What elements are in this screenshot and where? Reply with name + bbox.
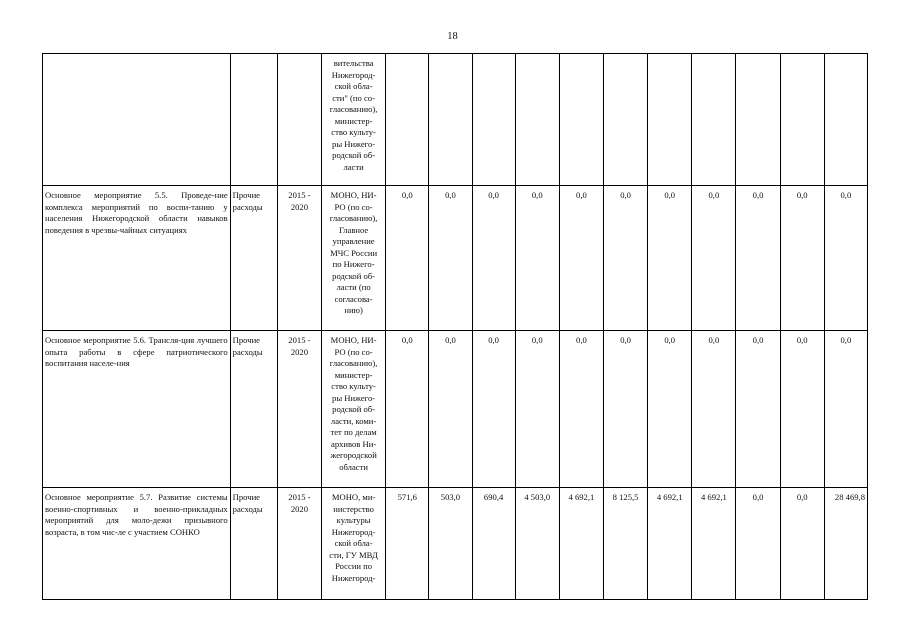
value-cell <box>515 54 559 186</box>
executor-line: культуры <box>336 515 371 525</box>
years-cell: 2015 - 2020 <box>277 488 321 600</box>
value-cell: 0,0 <box>736 186 780 331</box>
value-cell: 0,0 <box>780 331 824 488</box>
value-cell: 0,0 <box>736 331 780 488</box>
executor-line: МЧС России <box>330 247 378 258</box>
executor-line: ской обла- <box>334 81 373 91</box>
executor-line: сти" (по со- <box>332 92 375 103</box>
activity-name-cell <box>43 54 231 186</box>
executor-line: министер- <box>334 369 373 380</box>
executor-line: ры Нижего- <box>332 392 376 403</box>
value-cell: 8 125,5 <box>603 488 647 600</box>
executor-cell <box>321 331 385 488</box>
value-cell: 0,0 <box>648 331 692 488</box>
value-cell: 0,0 <box>780 488 824 600</box>
value-cell: 4 692,1 <box>559 488 603 600</box>
funding-source-cell: Прочие расходы <box>230 488 277 600</box>
executor-line: ры Нижего- <box>332 138 376 149</box>
value-cell: 0,0 <box>515 186 559 331</box>
value-cell: 0,0 <box>692 186 736 331</box>
executor-cell <box>321 186 385 331</box>
executor-line: гласованию), <box>329 213 378 223</box>
executor-line: ласти, коми- <box>330 415 377 426</box>
executor-line: управление <box>332 236 375 246</box>
executor-line: согласова- <box>334 293 373 304</box>
executor-line: архивов Ни- <box>331 438 377 449</box>
value-cell-total: 28 469,8 <box>824 488 867 600</box>
executor-line: родской об- <box>332 404 376 414</box>
executor-line: нию) <box>344 305 363 315</box>
years-cell <box>277 54 321 186</box>
value-cell: 0,0 <box>472 186 515 331</box>
executor-line: МОНО, ми- <box>331 492 376 502</box>
executor-line: родской об- <box>332 270 376 281</box>
executor-line: вительства <box>333 58 374 68</box>
years-cell: 2015 - 2020 <box>277 186 321 331</box>
value-cell <box>603 54 647 186</box>
executor-line: родской об- <box>332 150 376 160</box>
value-cell: 0,0 <box>603 331 647 488</box>
value-cell: 0,0 <box>824 186 867 331</box>
value-cell <box>736 54 780 186</box>
value-cell: 0,0 <box>603 186 647 331</box>
executor-line: РО (по со- <box>334 201 373 212</box>
value-cell: 571,6 <box>386 488 429 600</box>
value-cell: 690,4 <box>472 488 515 600</box>
executor-line: Нижегород- <box>331 526 376 537</box>
executor-line: России по <box>335 561 373 571</box>
value-cell: 0,0 <box>515 331 559 488</box>
activity-name-cell: Основное мероприятие 5.6. Трансля-ция лучшего опыта работы в сфере патриотического воспитания населе-ния <box>43 331 231 488</box>
table-row <box>43 54 868 186</box>
value-cell: 0,0 <box>472 331 515 488</box>
executor-line: жегородской <box>330 450 377 460</box>
executor-line: области <box>339 461 368 472</box>
value-cell <box>472 54 515 186</box>
value-cell: 0,0 <box>386 331 429 488</box>
value-cell <box>429 54 472 186</box>
activity-name-cell: Основное мероприятие 5.7. Развитие системы военно-спортивных и военно-прикладных мероприятий для моло-дежи призывного возраста, в том чис-ле с участием СОНКО <box>43 488 231 600</box>
value-cell: 0,0 <box>429 186 472 331</box>
program-activities-table <box>42 53 868 600</box>
value-cell <box>780 54 824 186</box>
funding-source-cell: Прочие расходы <box>230 186 277 331</box>
executor-line: ство культу- <box>331 381 376 391</box>
value-cell: 0,0 <box>780 186 824 331</box>
executor-line: нистерство <box>333 503 374 514</box>
executor-cell <box>321 488 385 600</box>
value-cell <box>692 54 736 186</box>
executor-line: ласти (по <box>336 282 371 292</box>
value-cell: 0,0 <box>386 186 429 331</box>
executor-line: Главное <box>338 224 369 235</box>
table-row <box>43 186 868 331</box>
page-number: 18 <box>447 31 458 42</box>
executor-line: гласованию), <box>329 104 378 114</box>
value-cell: 0,0 <box>824 331 867 488</box>
executor-line: МОНО, НИ- <box>330 190 377 200</box>
value-cell: 0,0 <box>559 331 603 488</box>
value-cell: 0,0 <box>559 186 603 331</box>
value-cell: 0,0 <box>429 331 472 488</box>
value-cell: 0,0 <box>692 331 736 488</box>
executor-line: ство культу- <box>331 127 376 137</box>
value-cell: 4 503,0 <box>515 488 559 600</box>
executor-line: ласти <box>343 161 364 172</box>
funding-source-cell: Прочие расходы <box>230 331 277 488</box>
executor-line: сти, ГУ МВД <box>329 549 378 560</box>
funding-source-cell <box>230 54 277 186</box>
executor-line: министер- <box>334 115 373 126</box>
table-row <box>43 331 868 488</box>
value-cell: 503,0 <box>429 488 472 600</box>
executor-line: МОНО, НИ- <box>330 335 377 345</box>
value-cell <box>559 54 603 186</box>
value-cell: 4 692,1 <box>648 488 692 600</box>
executor-line: по Нижего- <box>332 259 375 269</box>
value-cell <box>648 54 692 186</box>
executor-line: Нижегород- <box>331 572 376 583</box>
executor-cell <box>321 54 385 186</box>
executor-line: Нижегород- <box>331 69 376 80</box>
value-cell <box>824 54 867 186</box>
years-cell: 2015 - 2020 <box>277 331 321 488</box>
value-cell: 0,0 <box>736 488 780 600</box>
executor-line: ской обла- <box>334 538 373 548</box>
value-cell <box>386 54 429 186</box>
value-cell: 4 692,1 <box>692 488 736 600</box>
executor-line: тет по делам <box>330 427 377 437</box>
value-cell: 0,0 <box>648 186 692 331</box>
executor-line: гласованию), <box>329 358 378 368</box>
activity-name-cell: Основное мероприятие 5.5. Проведе-ние комплекса мероприятий по воспи-танию у населения Нижегородской области навыков поведения в чрезвы-чайных ситуациях <box>43 186 231 331</box>
executor-line: РО (по со- <box>334 346 373 357</box>
table-row <box>43 488 868 600</box>
